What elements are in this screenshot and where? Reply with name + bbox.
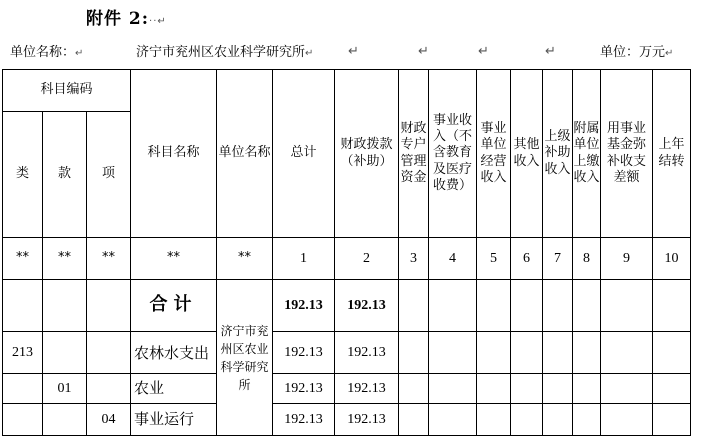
header-code-group: 科目编码 [3,70,131,112]
cell-total: 192.13 [273,374,335,404]
cell-xiang [87,280,131,332]
header-unit-name: 单位名称 [217,70,273,238]
cell-unit-name-merged: 济宁市兖州区农业科学研究所 [217,280,273,436]
header-total: 总计 [273,70,335,238]
cell-subject-name: 农林水支出 [131,332,217,374]
cell-kuan: 01 [43,374,87,404]
index-cell: ** [217,238,273,280]
header-business-unit-income: 事业单位经营收入 [477,70,511,238]
header-lei: 类 [3,112,43,238]
index-cell: ** [131,238,217,280]
cell-subject-name: 合计 [131,280,217,332]
index-cell: ** [3,238,43,280]
cell-xiang: 04 [87,404,131,436]
unit-name-value: 济宁市兖州区农业科学研究所↵ [136,45,314,60]
paragraph-mark: ↵ [478,44,489,59]
document-title: 附件 2:··↵ [86,9,167,29]
cell-fiscal: 192.13 [335,280,399,332]
table-row [3,404,691,436]
paragraph-mark: ↵ [545,44,556,59]
cell-total: 192.13 [273,280,335,332]
cell-lei: 213 [3,332,43,374]
index-cell: 8 [573,238,601,280]
cell-kuan [43,280,87,332]
header-kuan: 款 [43,112,87,238]
cell-total: 192.13 [273,404,335,436]
table-row-total [3,280,691,332]
header-business-income: 事业收入（不含教育及医疗收费） [429,70,477,238]
cell-fiscal: 192.13 [335,404,399,436]
cell-lei [3,404,43,436]
index-cell: ** [43,238,87,280]
index-cell: 1 [273,238,335,280]
cell-subject-name: 事业运行 [131,404,217,436]
header-xiang: 项 [87,112,131,238]
header-fund-income: 用事业基金弥补收支差额 [601,70,653,238]
header-other-income: 其他收入 [511,70,543,238]
index-cell: 7 [543,238,573,280]
cell-fiscal: 192.13 [335,374,399,404]
cell-xiang [87,374,131,404]
cell-xiang [87,332,131,374]
cell-lei [3,374,43,404]
cell-kuan [43,404,87,436]
table-row [3,332,691,374]
paragraph-mark: ↵ [418,44,429,59]
index-cell: 4 [429,238,477,280]
cell-total: 192.13 [273,332,335,374]
index-cell: 6 [511,238,543,280]
table-row [3,374,691,404]
index-cell: 5 [477,238,511,280]
unit-name-label: 单位名称：↵ [10,45,84,60]
budget-table [2,69,691,436]
paragraph-mark: ↵ [348,44,359,59]
currency-unit: 单位：万元↵ [600,45,674,60]
header-affiliated-income: 附属单位上缴收入 [573,70,601,238]
index-cell: 2 [335,238,399,280]
header-subject-name: 科目名称 [131,70,217,238]
header-last-year-carry: 上年结转 [653,70,691,238]
cell-subject-name: 农业 [131,374,217,404]
index-cell: 10 [653,238,691,280]
index-cell: 3 [399,238,429,280]
header-fiscal-allocation: 财政拨款（补助） [335,70,399,238]
header-fiscal-special: 财政专户管理资金 [399,70,429,238]
index-cell: ** [87,238,131,280]
header-superior-subsidy: 上级补助收入 [543,70,573,238]
index-row [3,238,691,280]
cell-lei [3,280,43,332]
cell-fiscal: 192.13 [335,332,399,374]
cell-kuan [43,332,87,374]
index-cell: 9 [601,238,653,280]
